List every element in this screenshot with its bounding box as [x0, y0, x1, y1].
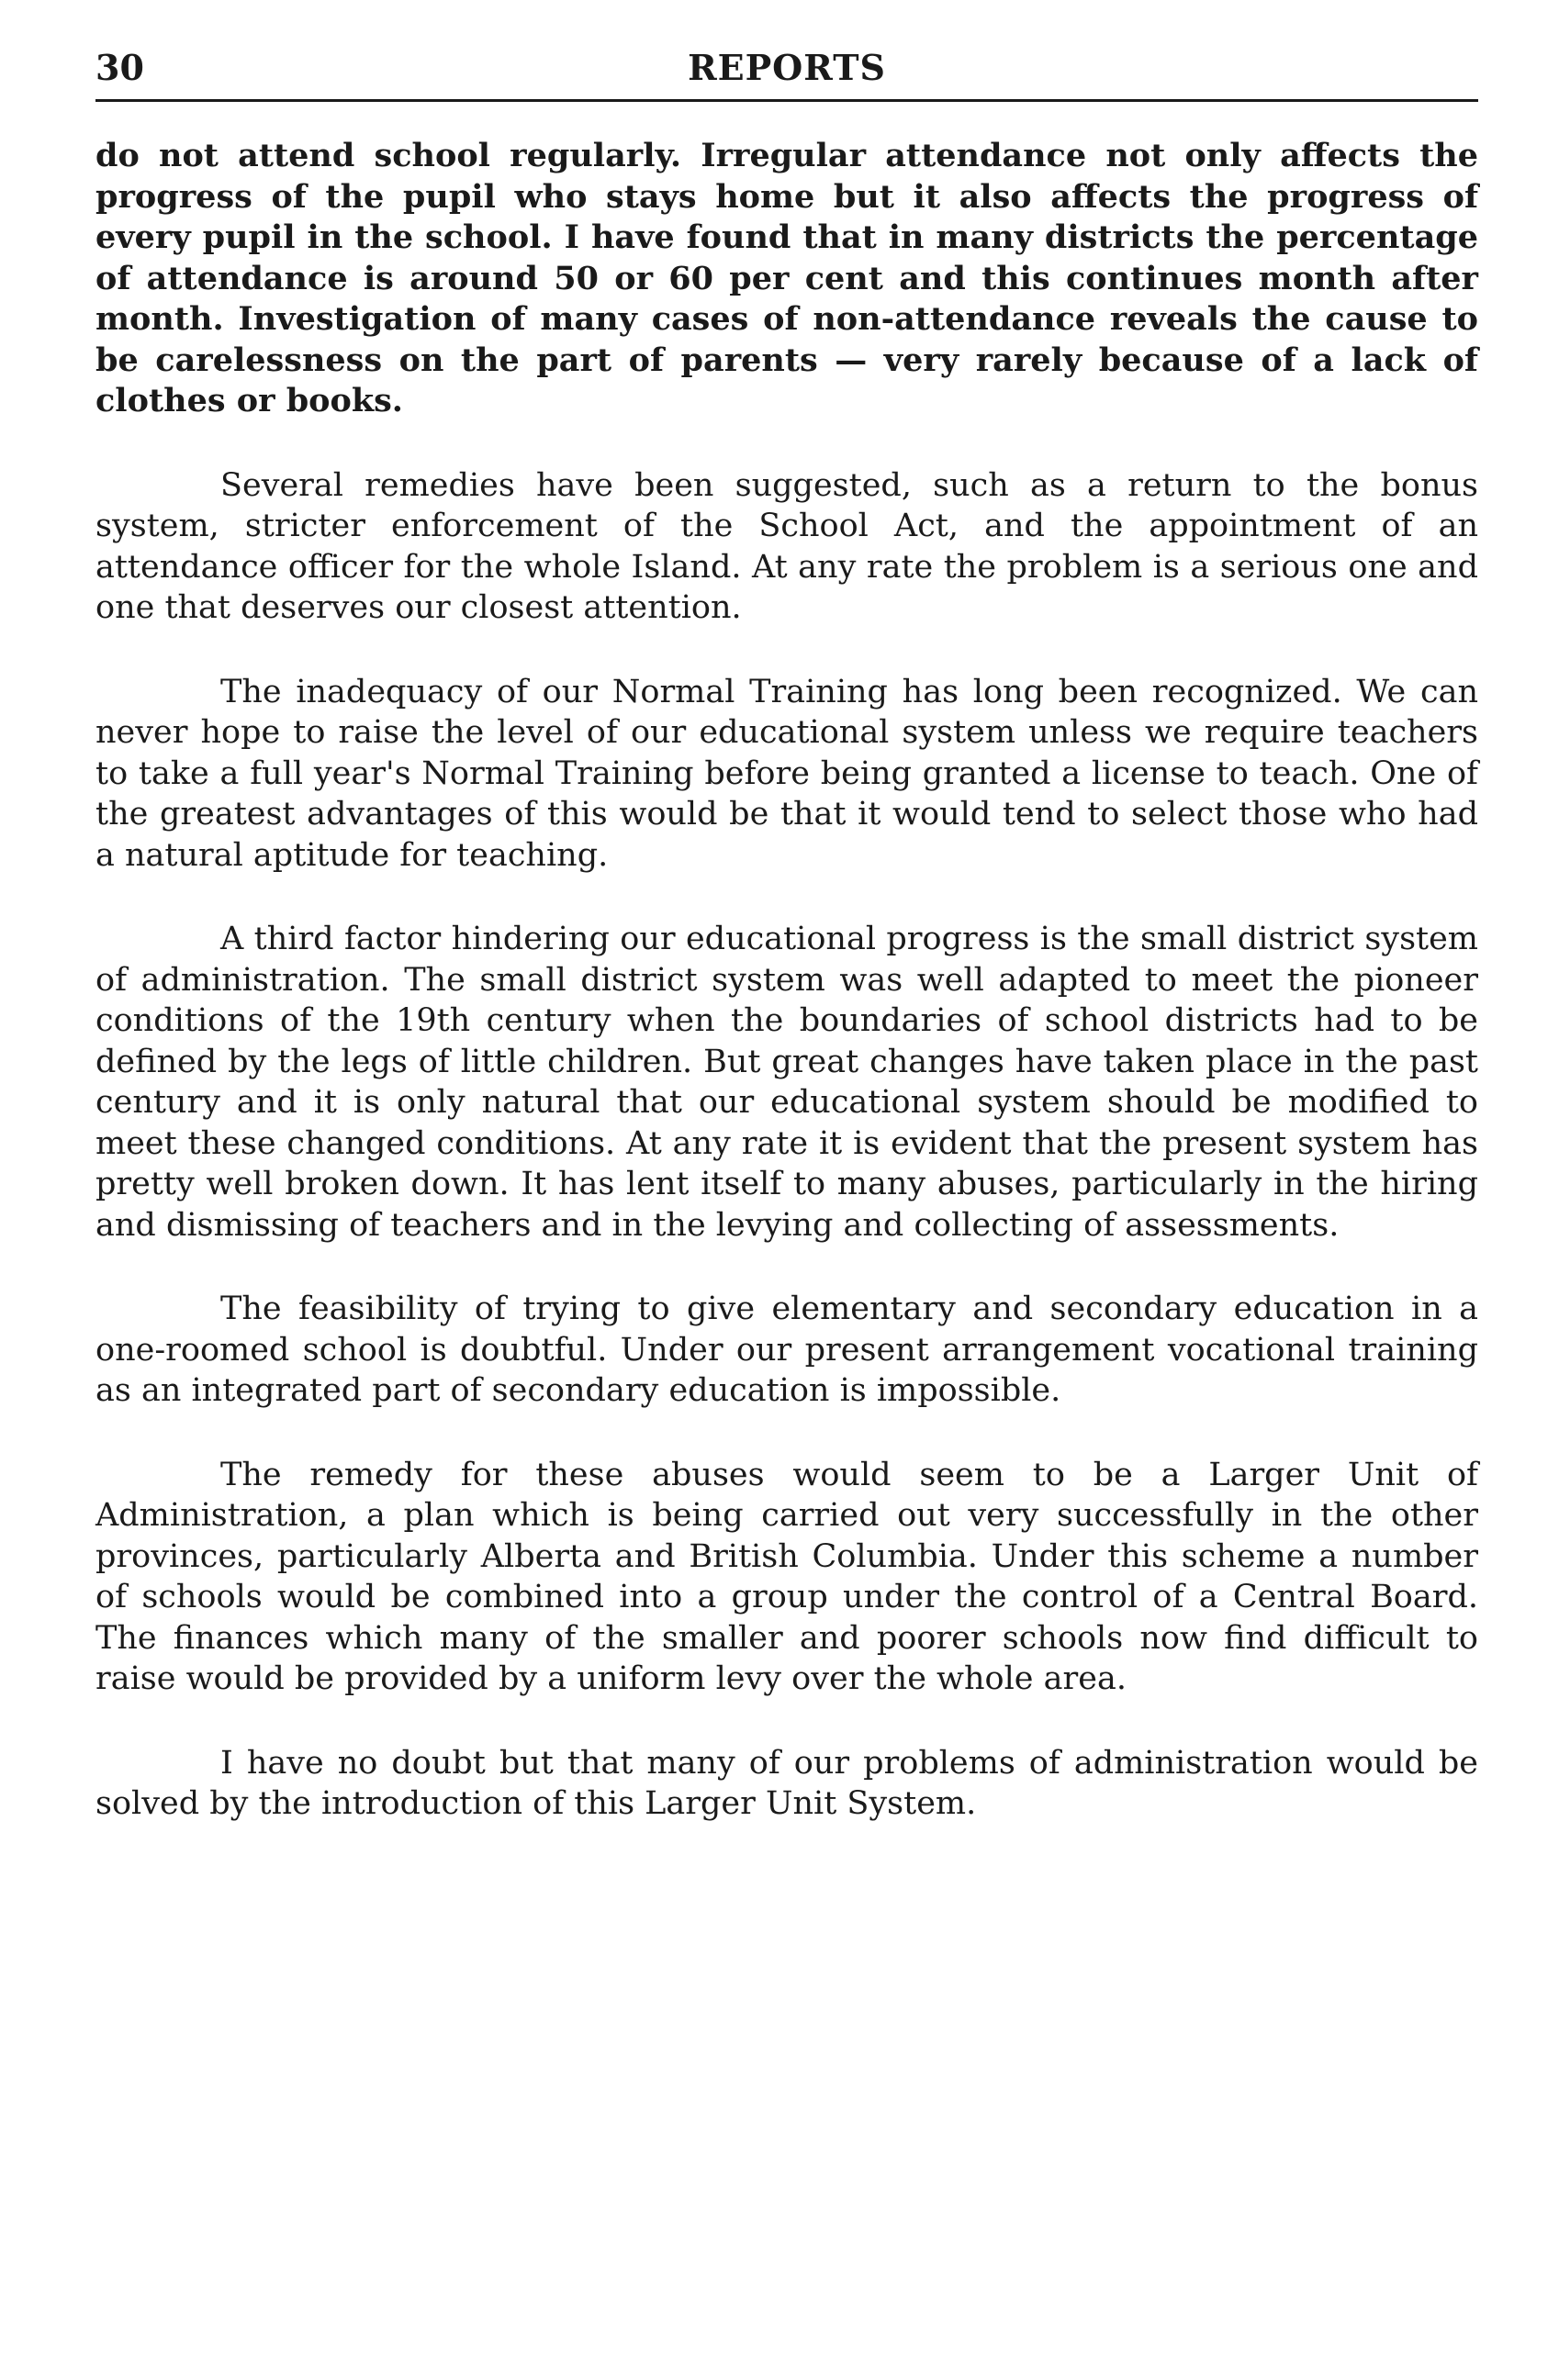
paragraph: do not attend school regularly. Irregular attendance not only affects the progress of the pupil who stays home but it also affects the progress of every pupil in the school. I have found that in many districts the percentage of attendance is around 50 or 60 per cent and this continues month after month. Investigation of many cases of non-attendance reveals the cause to be carelessness on the part of parents — very rarely because of a lack of clothes or books. [95, 137, 1478, 419]
paragraph: The inadequacy of our Normal Training has long been recognized. We can never hope to raise the level of our educational system unless we require teachers to take a full year's Normal Training before being granted a license to teach. One of the greatest advantages of this would be that it would tend to select those who had a natural aptitude for teaching. [95, 673, 1478, 874]
paragraph: The remedy for these abuses would seem to be a Larger Unit of Administration, a plan which is being carried out very successfully in the other provinces, particularly Alberta and British Columbia. Under this scheme a number of schools would be combined into a group under the control of a Central Board. The finances which many of the smaller and poorer schools now find difficult to raise would be provided by a uniform levy over the whole area. [95, 1456, 1478, 1697]
paragraph: The feasibility of trying to give elementary and secondary education in a one-roomed school is doubtful. Under our present arrangement vocational training as an integrated part of secondary education is impossible. [95, 1291, 1478, 1409]
body-text [95, 136, 1478, 1868]
page-header [95, 40, 1478, 95]
paragraph: Several remedies have been suggested, such as a return to the bonus system, stricter enforcement of the School Act, and the appointment of an attendance officer for the whole Island. At any rate the problem is a serious one and one that deserves our closest attention. [95, 466, 1478, 626]
page-number: 30 [95, 47, 144, 88]
running-title: REPORTS [688, 47, 886, 88]
header-rule [95, 99, 1478, 102]
paragraph: A third factor hindering our educational progress is the small district system of administration. The small district system was well adapted to meet the pioneer conditions of the 19th century when the boundaries of school districts had to be defined by the legs of little children. But great changes have taken place in the past century and it is only natural that our educational system should be modified to meet these changed conditions. At any rate it is evident that the present system has pretty well broken down. It has lent itself to many abuses, particularly in the hiring and dismissing of teachers and in the levying and collecting of assessments. [95, 921, 1478, 1244]
paragraph: I have no doubt but that many of our problems of administration would be solved by the introduction of this Larger Unit System. [95, 1744, 1478, 1822]
